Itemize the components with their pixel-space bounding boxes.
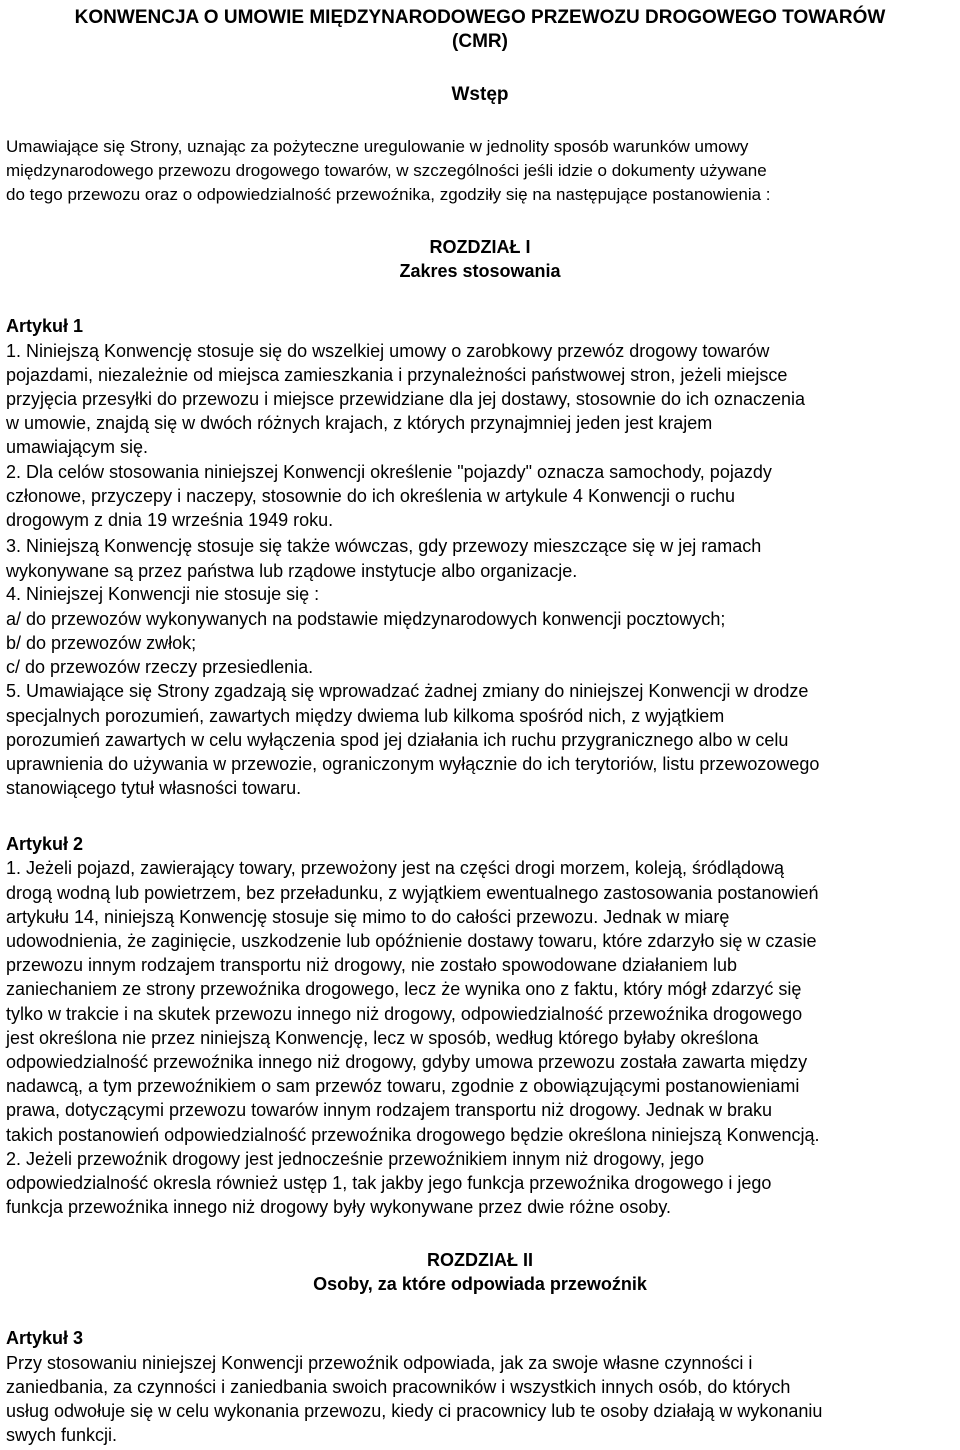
article-1-heading: Artykuł 1 <box>6 316 84 336</box>
article-1-line: członowe, przyczepy i naczepy, stosownie do ich określenia w artykule 4 Konwencji o ruchu <box>6 486 736 506</box>
article-1-line: 4. Niniejszej Konwencji nie stosuje się : <box>6 584 320 604</box>
intro-heading: Wstęp <box>451 84 509 105</box>
article-2-line: odpowiedzialność okresla również ustęp 1, tak jakby jego funkcja przewoźnika drogowego i jego <box>6 1173 772 1193</box>
article-2-line: prawa, dotyczącymi przewozu towarów innym rodzajem transportu niż drogowy. Jednak w braku <box>6 1100 772 1120</box>
article-1-line: a/ do przewozów wykonywanych na podstawie międzynarodowych konwencji pocztowych; <box>6 609 726 629</box>
article-2-line: tylko w trakcie i na skutek przewozu innego niż drogowy, odpowiedzialność przewoźnika drogowego <box>6 1004 803 1024</box>
article-3-line: Przy stosowaniu niniejszej Konwencji przewoźnik odpowiada, jak za swoje własne czynności i <box>6 1353 753 1373</box>
article-2-line: artykułu 14, niniejszą Konwencję stosuje się mimo to do całości przewozu. Jednak w miarę <box>6 907 730 927</box>
article-2-line: przewozu innym rodzajem transportu niż drogowy, nie zostało spowodowane działaniem lub <box>6 955 738 975</box>
article-3-line: zaniedbania, za czynności i zaniedbania swoich pracowników i wszystkich innych osób, do których <box>6 1377 791 1397</box>
article-1-line: drogowym z dnia 19 września 1949 roku. <box>6 510 334 530</box>
article-2-line: funkcja przewoźnika innego niż drogowy były wykonywane przez dwie różne osoby. <box>6 1197 672 1217</box>
article-1-line: 1. Niniejszą Konwencję stosuje się do wszelkiej umowy o zarobkowy przewóz drogowy towarów <box>6 341 770 361</box>
article-2-line: nadawcą, a tym przewoźnikiem o sam przewóz towaru, zgodnie z obowiązującymi postanowieniami <box>6 1076 800 1096</box>
chapter-2-subtitle: Osoby, za które odpowiada przewoźnik <box>313 1274 647 1294</box>
intro-line: międzynarodowego przewozu drogowego towarów, w szczególności jeśli idzie o dokumenty używane <box>6 161 767 180</box>
article-1-line: uprawnienia do używania w przewozie, ograniczonym wyłącznie do ich terytoriów, listu przewozowego <box>6 754 820 774</box>
article-2-line: drogą wodną lub powietrzem, bez przeładunku, z wyjątkiem ewentualnego zastosowania postanowień <box>6 883 819 903</box>
document-title-line-1: KONWENCJA O UMOWIE MIĘDZYNARODOWEGO PRZEWOZU DROGOWEGO TOWARÓW <box>74 7 886 28</box>
article-1-line: wykonywane są przez państwa lub rządowe instytucje albo organizacje. <box>6 561 578 581</box>
chapter-1-label: ROZDZIAŁ I <box>429 237 531 257</box>
chapter-2-label: ROZDZIAŁ II <box>427 1250 533 1270</box>
article-1-line: pojazdami, niezależnie od miejsca zamieszkania i przynależności państwowej stron, jeżeli miejsce <box>6 365 788 385</box>
article-1-line: umawiającym się. <box>6 437 149 457</box>
article-3-line: usług odwołuje się w celu wykonania przewozu, kiedy ci pracownicy lub te osoby działają w wykonaniu <box>6 1401 823 1421</box>
article-1-line: specjalnych porozumień, zawartych między dwiema lub kilkoma spośród nich, z wyjątkiem <box>6 706 725 726</box>
article-2-line: 1. Jeżeli pojazd, zawierający towary, przewożony jest na części drogi morzem, koleją, śródlądową <box>6 858 785 878</box>
article-2-heading: Artykuł 2 <box>6 834 84 854</box>
article-1-line: porozumień zawartych w celu wyłączenia spod jej działania ich ruchu przygranicznego albo w celu <box>6 730 789 750</box>
article-2-line: takich postanowień odpowiedzialność przewoźnika drogowego będzie określona niniejszą Konwencją. <box>6 1125 820 1145</box>
article-1-line: c/ do przewozów rzeczy przesiedlenia. <box>6 657 314 677</box>
article-1-line: b/ do przewozów zwłok; <box>6 633 197 653</box>
article-1-line: 5. Umawiające się Strony zgadzają się wprowadzać żadnej zmiany do niniejszej Konwencji w drodze <box>6 681 809 701</box>
intro-line: do tego przewozu oraz o odpowiedzialność przewoźnika, zgodziły się na następujące postanowienia : <box>6 185 771 204</box>
article-1-line: w umowie, znajdą się w dwóch różnych krajach, z których przynajmniej jeden jest krajem <box>6 413 713 433</box>
article-2-line: udowodnienia, że zaginięcie, uszkodzenie lub opóźnienie dostawy towaru, które zdarzyło się w czasie <box>6 931 817 951</box>
chapter-1-subtitle: Zakres stosowania <box>399 261 561 281</box>
intro-line: Umawiające się Strony, uznając za pożyteczne uregulowanie w jednolity sposób warunków umowy <box>6 137 749 156</box>
article-1-line: 2. Dla celów stosowania niniejszej Konwencji określenie "pojazdy" oznacza samochody, pojazdy <box>6 462 772 482</box>
article-3-line: swych funkcji. <box>6 1425 118 1445</box>
article-3-heading: Artykuł 3 <box>6 1328 84 1348</box>
article-2-line: jest określona nie przez niniejszą Konwencję, lecz w sposób, według którego byłaby określona <box>6 1028 759 1048</box>
article-1-line: 3. Niniejszą Konwencję stosuje się także wówczas, gdy przewozy mieszczące się w jej ramach <box>6 536 762 556</box>
article-1-line: przyjęcia przesyłki do przewozu i miejsce przewidziane dla jej dostawy, stosownie do ich oznaczenia <box>6 389 806 409</box>
article-1-line: stanowiącego tytuł własności towaru. <box>6 778 302 798</box>
article-2-line: 2. Jeżeli przewoźnik drogowy jest jednocześnie przewoźnikiem innym niż drogowy, jego <box>6 1149 704 1169</box>
document-title-line-2: (CMR) <box>452 31 508 52</box>
article-2-line: zaniechaniem ze strony przewoźnika drogowego, lecz że wynika ono z faktu, który mógł zdarzyć się <box>6 979 802 999</box>
article-2-line: odpowiedzialność przewoźnika innego niż drogowy, gdyby umowa przewozu została zawarta między <box>6 1052 808 1072</box>
